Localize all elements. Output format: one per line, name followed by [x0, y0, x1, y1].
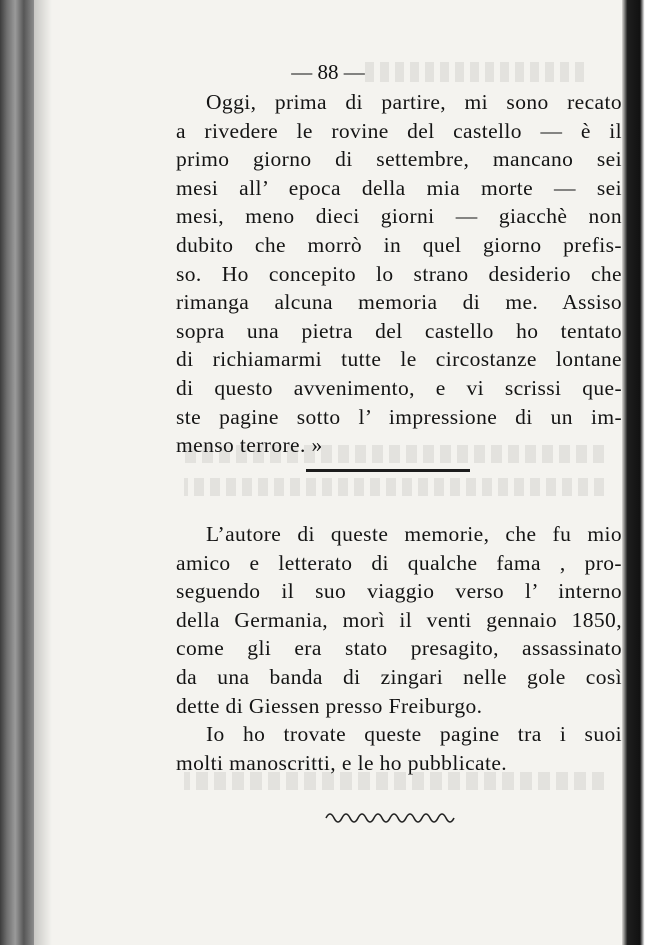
paragraph-1 [176, 88, 622, 460]
text-line: ste pagine sotto l’ impressione di un im- [176, 404, 622, 429]
paragraph-2 [176, 520, 622, 720]
section-divider-rule [306, 469, 470, 472]
page-right-edge [622, 0, 652, 945]
book-binding-edge [0, 0, 34, 945]
text-line: da una banda di zingari nelle gole così [176, 664, 622, 689]
text-line: so. Ho concepito lo strano desiderio che [176, 261, 622, 286]
text-line: come gli era stato presagito, assassinato [176, 636, 622, 661]
text-line: dette di Giessen presso Freiburgo. [176, 693, 483, 718]
text-line: primo giorno di settembre, mancano sei [176, 147, 622, 172]
text-line: della Germania, morì il venti gennaio 1850, [176, 607, 622, 632]
text-line: seguendo il suo viaggio verso l’ interno [176, 579, 622, 604]
text-line: dubito che morrò in quel giorno prefis- [176, 232, 622, 257]
text-line: menso terrore. » [176, 433, 323, 458]
show-through-texture [184, 478, 604, 496]
text-line: Oggi, prima di partire, mi sono recato [206, 90, 622, 114]
text-line: sopra una pietra del castello ho tentato [176, 318, 622, 343]
text-line: mesi all’ epoca della mia morte — sei [176, 175, 622, 200]
text-line: di questo avvenimento, e vi scrissi que- [176, 375, 622, 400]
text-line: rimanga alcuna memoria di me. Assiso [176, 290, 622, 315]
text-line: molti manoscritti, e le ho pubblicate. [176, 750, 508, 775]
text-line: di richiamarmi tutte le circostanze lontane [176, 347, 622, 372]
paragraph-3 [176, 720, 622, 777]
text-line: L’autore di queste memorie, che fu mio [206, 522, 622, 546]
text-line: mesi, meno dieci giorni — giacchè non [176, 204, 622, 229]
wavy-end-ornament-icon [324, 804, 464, 828]
page-body [34, 0, 622, 945]
text-line: a rivedere le rovine del castello — è il [176, 118, 622, 143]
page-number: — 88 — [291, 60, 365, 84]
text-line: Io ho trovate queste pagine tra i suoi [206, 722, 622, 746]
text-line: amico e letterato di qualche fama , pro- [176, 550, 622, 575]
